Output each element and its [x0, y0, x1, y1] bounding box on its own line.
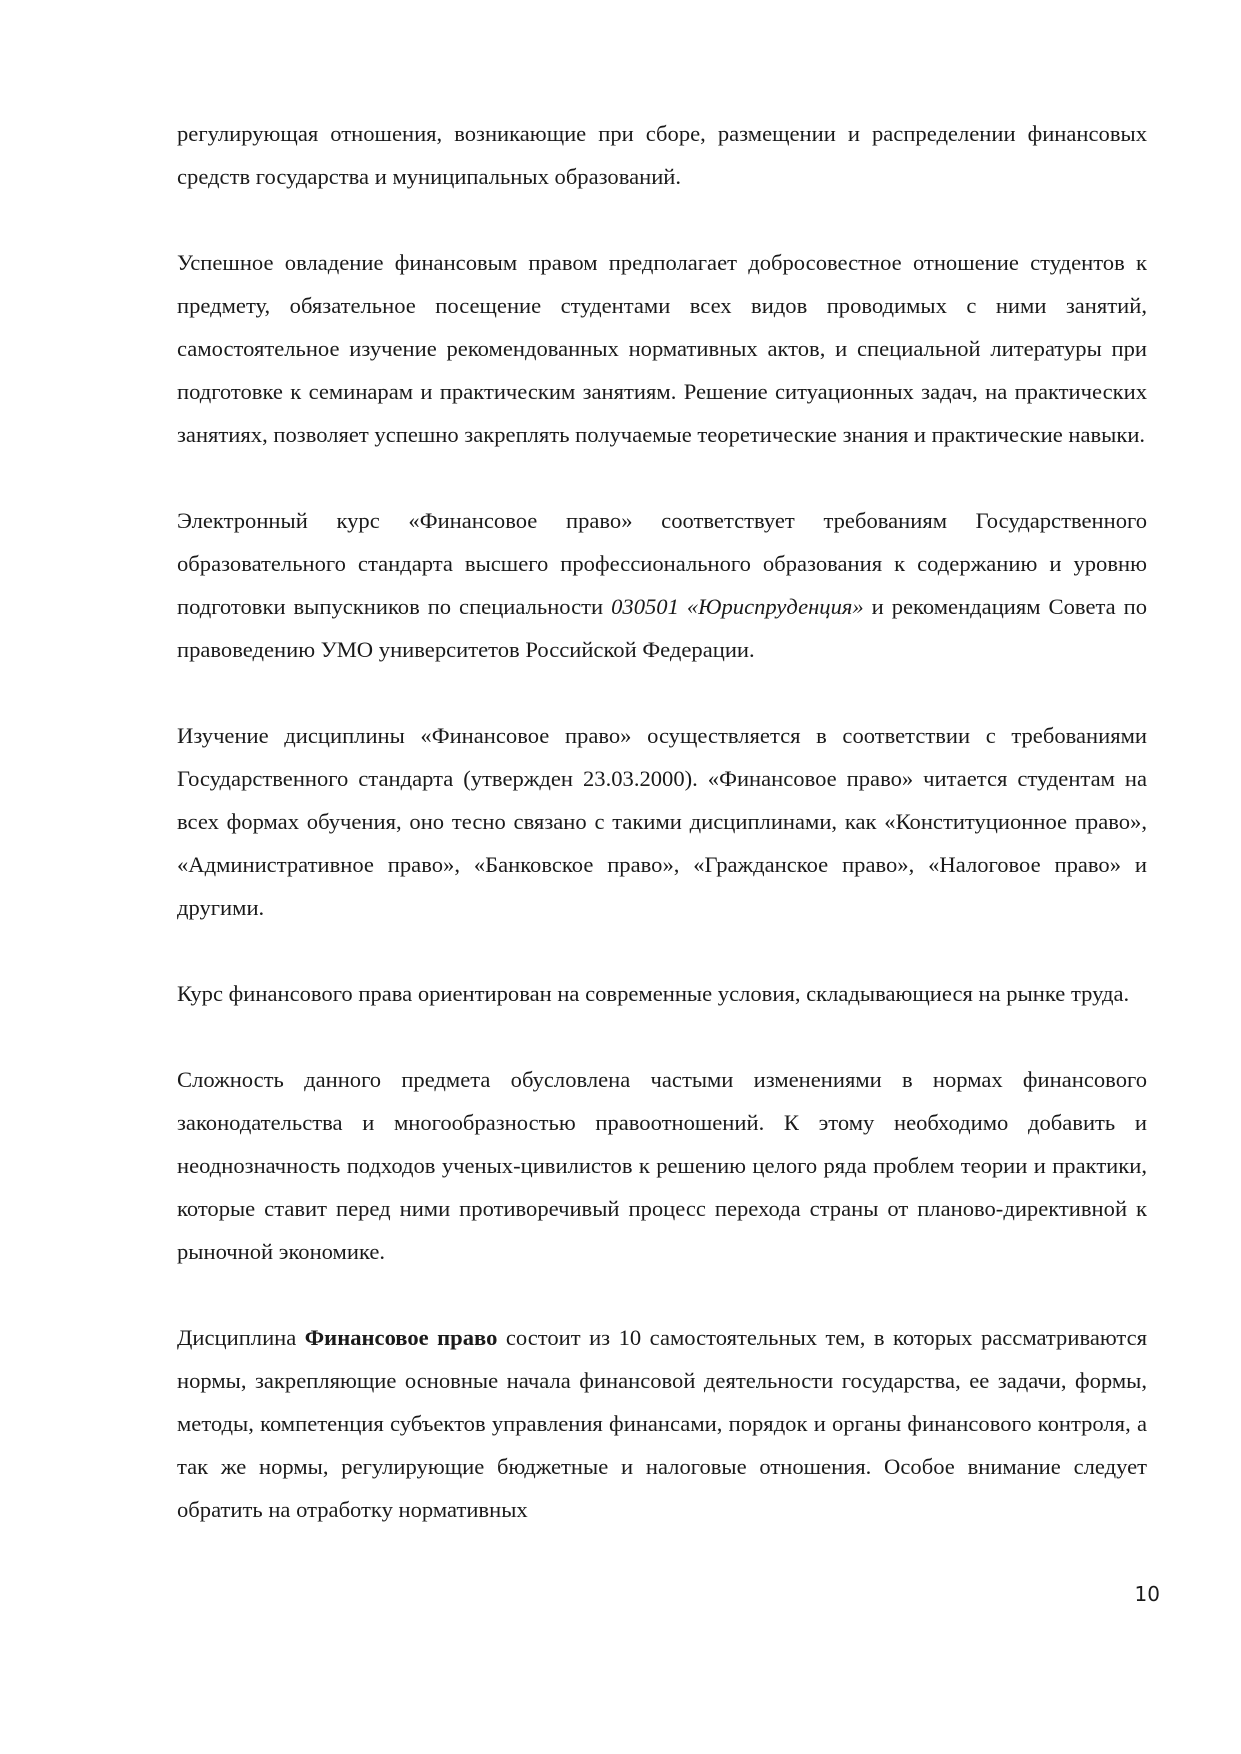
paragraph-5: Курс финансового права ориентирован на современные условия, складывающиеся на рынке труда. — [177, 981, 1130, 1006]
paragraph-7-text-start: Дисциплина — [177, 1325, 305, 1350]
paragraph-6: Сложность данного предмета обусловлена частыми изменениями в нормах финансового законодательства и многообразностью правоотношений. К этому необходимо добавить и неоднозначность подходов ученых-цивилистов к решению целого ряда проблем теории и практики, которые ставит перед ними противоречивый процесс перехода страны от планово-директивной к рыночной экономике. — [177, 1067, 1147, 1264]
document-body — [177, 112, 1147, 1574]
paragraph-2: Успешное овладение финансовым правом предполагает добросовестное отношение студентов к предмету, обязательное посещение студентами всех видов проводимых с ними занятий, самостоятельное изучение рекомендованных нормативных актов, и специальной литературы при подготовке к семинарам и практическим занятиям. Решение ситуационных задач, на практических занятиях, позволяет успешно закреплять получаемые теоретические знания и практические навыки. — [177, 250, 1147, 447]
course-name-bold: Финансовое право — [304, 1325, 498, 1350]
page-number: 10 — [1134, 1582, 1160, 1606]
specialty-code-italic: 030501 «Юриспруденция» — [611, 594, 864, 619]
paragraph-7-text-end: состоит из 10 самостоятельных тем, в которых рассматриваются нормы, закрепляющие основные начала финансовой деятельности государства, ее задачи, формы, методы, компетенция субъектов управления финансами, порядок и органы финансового контроля, а так же нормы, регулирующие бюджетные и налоговые отношения. Особое внимание следует обратить на отработку нормативных — [177, 1325, 1147, 1522]
paragraph-7 — [177, 1316, 1147, 1531]
paragraph-3-text-end: и рекомендациям Совета по правоведению УМО университетов Российской Федерации. — [177, 594, 1148, 662]
paragraph-3 — [177, 499, 1147, 671]
paragraph-4: Изучение дисциплины «Финансовое право» осуществляется в соответствии с требованиями Государственного стандарта (утвержден 23.03.2000). «Финансовое право» читается студентам на всех формах обучения, оно тесно связано с такими дисциплинами, как «Конституционное право», «Административное право», «Банковское право», «Гражданское право», «Налоговое право» и другими. — [177, 723, 1147, 920]
paragraph-3-text-start: Электронный курс «Финансовое право» соответствует требованиям Государственного образовательного стандарта высшего профессионального образования к содержанию и уровню подготовки выпускников по специальности — [177, 508, 1147, 619]
paragraph-1: регулирующая отношения, возникающие при сборе, размещении и распределении финансовых средств государства и муниципальных образований. — [177, 121, 1147, 189]
